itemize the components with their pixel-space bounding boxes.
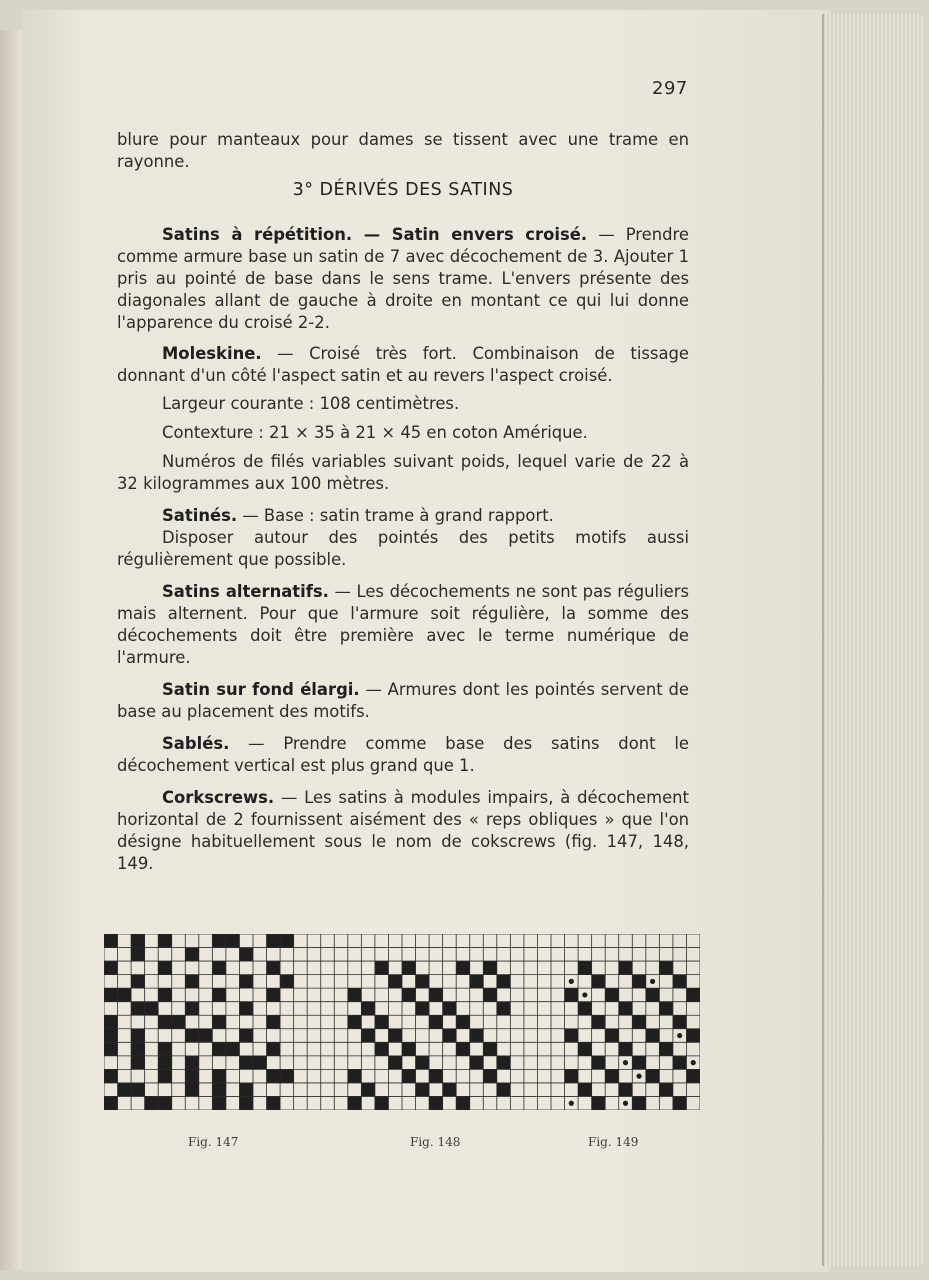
weave-cell	[429, 1015, 443, 1029]
weave-dot	[582, 992, 587, 997]
weave-cell	[239, 948, 253, 962]
para-body: — Prendre comme base des satins dont le décochement vertical est plus grand que 1.	[117, 734, 689, 775]
weave-cell	[145, 1002, 159, 1016]
weave-cell	[375, 1015, 389, 1029]
weave-cell	[158, 1042, 172, 1056]
weave-dot	[636, 1074, 641, 1079]
weave-cell	[104, 1015, 118, 1029]
weave-cell	[483, 988, 497, 1002]
weave-cell	[172, 1015, 186, 1029]
weave-cell	[267, 988, 281, 1002]
weave-cell	[416, 1002, 430, 1016]
weave-cell	[429, 988, 443, 1002]
para-body: Largeur courante : 108 centimètres.	[162, 394, 460, 413]
weave-cell	[185, 975, 199, 989]
para-satins-repetition	[117, 224, 689, 334]
weave-cell	[158, 988, 172, 1002]
weave-cell	[632, 975, 646, 989]
para-lead: Satin sur fond élargi.	[162, 680, 360, 699]
para-body: — Prendre comme armure base un satin de 7 avec décochement de 3. Ajouter 1 pris au pointé de base dans le sens trame. L'envers présente des diagonales allant de gauche à droite en montant ce qui lui donne l'apparence du croisé 2-2.	[117, 225, 690, 332]
weave-cell	[158, 1069, 172, 1083]
weave-cell	[578, 961, 592, 975]
weave-cell	[619, 961, 633, 975]
weave-cell	[686, 988, 700, 1002]
weave-cell	[686, 1029, 700, 1043]
para-lead: Satins à répétition. — Satin envers croisé.	[162, 225, 588, 244]
weave-cell	[565, 988, 579, 1002]
weave-cell	[388, 1029, 402, 1043]
para-body: — Armures dont les pointés servent de base au placement des motifs.	[117, 680, 689, 721]
weave-cell	[659, 1042, 673, 1056]
weave-cell	[239, 1056, 253, 1070]
weave-cell	[185, 1002, 199, 1016]
figure-caption-147: Fig. 147	[188, 1135, 239, 1149]
weave-cell	[673, 1096, 687, 1110]
weave-cell	[118, 1083, 132, 1097]
para-satins-alternatifs	[117, 581, 689, 669]
para-sables	[117, 733, 689, 777]
weave-dot	[650, 979, 655, 984]
para-lead: Corkscrews.	[162, 788, 275, 807]
weave-dot	[596, 1019, 601, 1024]
weave-cell	[348, 988, 362, 1002]
weave-dot	[569, 1101, 574, 1106]
weave-cell	[483, 1069, 497, 1083]
weave-cell	[619, 1002, 633, 1016]
weave-cell	[199, 1029, 213, 1043]
weave-cell	[239, 1029, 253, 1043]
weave-cell	[497, 1056, 511, 1070]
weave-cell	[456, 1042, 470, 1056]
weave-cell	[267, 1015, 281, 1029]
para-lead: Sablés.	[162, 734, 230, 753]
weave-dot	[623, 1060, 628, 1065]
para-body: — Croisé très fort. Combinaison de tissage donnant d'un côté l'aspect satin et au revers l'aspect croisé.	[117, 344, 689, 385]
weave-cell	[104, 1029, 118, 1043]
weave-cell	[280, 1069, 294, 1083]
weave-cell	[348, 1096, 362, 1110]
weave-cell	[375, 1096, 389, 1110]
weave-cell	[375, 1042, 389, 1056]
weave-cell	[483, 1042, 497, 1056]
para-lead: Satins alternatifs.	[162, 582, 329, 601]
weave-cell	[348, 1069, 362, 1083]
weave-cell	[131, 934, 145, 948]
para-satines	[117, 505, 689, 527]
weave-cell	[104, 1096, 118, 1110]
weave-cell	[456, 1096, 470, 1110]
weave-cell	[212, 934, 226, 948]
weave-cell	[402, 961, 416, 975]
weave-dot	[623, 1101, 628, 1106]
weave-cell	[212, 961, 226, 975]
weave-cell	[212, 1042, 226, 1056]
weave-cell	[497, 1002, 511, 1016]
para-body: — Les décochements ne sont pas réguliers mais alternent. Pour que l'armure soit régulière, la somme des décochements doit être première avec le terme numérique de l'armure.	[117, 582, 690, 667]
weave-cell	[361, 1083, 375, 1097]
weave-cell	[388, 975, 402, 989]
weave-cell	[443, 1002, 457, 1016]
para-body: — Base : satin trame à grand rapport.	[237, 506, 554, 525]
weave-cell	[267, 961, 281, 975]
weave-cell	[131, 975, 145, 989]
weave-cell	[226, 934, 240, 948]
weave-dot	[664, 1006, 669, 1011]
weave-cell	[158, 1096, 172, 1110]
weave-cell	[483, 961, 497, 975]
weave-cell	[118, 988, 132, 1002]
weave-cell	[239, 1002, 253, 1016]
weave-cell	[416, 1083, 430, 1097]
weave-cell	[104, 961, 118, 975]
weave-cell	[267, 1069, 281, 1083]
page-edges	[822, 14, 924, 1266]
weave-cell	[131, 1083, 145, 1097]
weave-cell	[659, 961, 673, 975]
weave-cell	[185, 1056, 199, 1070]
weave-cell	[212, 1083, 226, 1097]
weave-cell	[619, 1042, 633, 1056]
weave-cell	[443, 1029, 457, 1043]
weave-cell	[185, 1029, 199, 1043]
weave-cell	[578, 1042, 592, 1056]
weave-cell	[212, 1015, 226, 1029]
weave-diagrams	[104, 934, 700, 1110]
weave-cell	[402, 1042, 416, 1056]
weave-cell	[619, 1083, 633, 1097]
book-spine-edge	[0, 30, 23, 1270]
weave-cell	[239, 975, 253, 989]
weave-cell	[131, 1029, 145, 1043]
weave-cell	[131, 1002, 145, 1016]
weave-cell	[592, 1056, 606, 1070]
section-heading: 3° DÉRIVÉS DES SATINS	[292, 180, 514, 200]
weave-cell	[158, 1015, 172, 1029]
weave-cell	[632, 1056, 646, 1070]
weave-cell	[456, 961, 470, 975]
weave-cell	[104, 934, 118, 948]
weave-cell	[388, 1056, 402, 1070]
figure-caption-148: Fig. 148	[410, 1135, 461, 1149]
weave-cell	[267, 1096, 281, 1110]
weave-cell	[686, 1069, 700, 1083]
weave-cell	[267, 934, 281, 948]
weave-cell	[212, 1096, 226, 1110]
weave-cell	[131, 948, 145, 962]
weave-cell	[267, 1042, 281, 1056]
weave-cell	[632, 1096, 646, 1110]
intro-text: blure pour manteaux pour dames se tissent avec une trame en rayonne.	[117, 130, 689, 171]
weave-cell	[158, 961, 172, 975]
para-body: Numéros de filés variables suivant poids, lequel varie de 22 à 32 kilogrammes aux 100 mètres.	[117, 452, 689, 493]
para-moleskine	[117, 343, 689, 387]
weave-cell	[565, 1069, 579, 1083]
weave-cell	[578, 1083, 592, 1097]
weave-cell	[646, 988, 660, 1002]
weave-dot	[677, 1033, 682, 1038]
para-numeros	[117, 451, 689, 495]
weave-cell	[361, 1029, 375, 1043]
weave-dot	[691, 1060, 696, 1065]
weave-cell	[429, 1096, 443, 1110]
para-contexture	[117, 422, 689, 444]
weave-cell	[253, 1056, 267, 1070]
weave-dot	[609, 1033, 614, 1038]
weave-cell	[185, 1069, 199, 1083]
weave-cell	[239, 1083, 253, 1097]
para-body: Disposer autour des pointés des petits motifs aussi régulièrement que possible.	[117, 528, 689, 569]
para-body: — Les satins à modules impairs, à décochement horizontal de 2 fournissent aisément des « reps obliques » que l'on désigne habituellement sous le nom de cokscrews (fig. 147, 148, 149.	[117, 788, 689, 873]
weave-cell	[226, 1042, 240, 1056]
para-disposer	[117, 527, 689, 571]
weave-cell	[592, 975, 606, 989]
weave-cell	[131, 1042, 145, 1056]
weave-cell	[185, 1083, 199, 1097]
weave-cell	[673, 1056, 687, 1070]
weave-dot	[569, 979, 574, 984]
weave-cell	[361, 1002, 375, 1016]
weave-cell	[158, 934, 172, 948]
para-satin-fond-elargi	[117, 679, 689, 723]
para-lead: Satinés.	[162, 506, 238, 525]
para-body: Contexture : 21 × 35 à 21 × 45 en coton Amérique.	[162, 423, 588, 442]
weave-cell	[470, 1056, 484, 1070]
weave-cell	[470, 975, 484, 989]
para-corkscrews	[117, 787, 689, 875]
weave-cell	[212, 1069, 226, 1083]
weave-cell	[131, 1056, 145, 1070]
weave-cell	[185, 948, 199, 962]
weave-cell	[578, 1002, 592, 1016]
weave-cell	[429, 1069, 443, 1083]
weave-cell	[605, 988, 619, 1002]
weave-cell	[402, 988, 416, 1002]
figure-caption-149: Fig. 149	[588, 1135, 639, 1149]
para-lead: Moleskine.	[162, 344, 262, 363]
weave-cell	[646, 1029, 660, 1043]
weave-cell	[280, 934, 294, 948]
weave-cell	[348, 1015, 362, 1029]
weave-cell	[239, 1096, 253, 1110]
weave-cell	[673, 1015, 687, 1029]
weave-cell	[212, 988, 226, 1002]
weave-cell	[443, 1083, 457, 1097]
weave-cell	[145, 1096, 159, 1110]
weave-cell	[646, 1069, 660, 1083]
para-largeur	[117, 393, 689, 415]
weave-cell	[673, 975, 687, 989]
body-text	[117, 224, 689, 875]
weave-cell	[416, 1056, 430, 1070]
weave-cell	[104, 1042, 118, 1056]
weave-cell	[565, 1029, 579, 1043]
page-number: 297	[652, 78, 688, 99]
weave-cell	[416, 975, 430, 989]
weave-cell	[104, 988, 118, 1002]
weave-cell	[280, 975, 294, 989]
weave-cell	[632, 1015, 646, 1029]
weave-cell	[104, 1069, 118, 1083]
weave-cell	[470, 1029, 484, 1043]
intro-paragraph	[117, 129, 689, 173]
weave-cell	[497, 975, 511, 989]
weave-cell	[592, 1096, 606, 1110]
weave-cell	[402, 1069, 416, 1083]
weave-cell	[456, 1015, 470, 1029]
weave-cell	[375, 961, 389, 975]
weave-cell	[497, 1083, 511, 1097]
weave-cell	[659, 1083, 673, 1097]
weave-cell	[158, 1056, 172, 1070]
weave-cell	[605, 1069, 619, 1083]
